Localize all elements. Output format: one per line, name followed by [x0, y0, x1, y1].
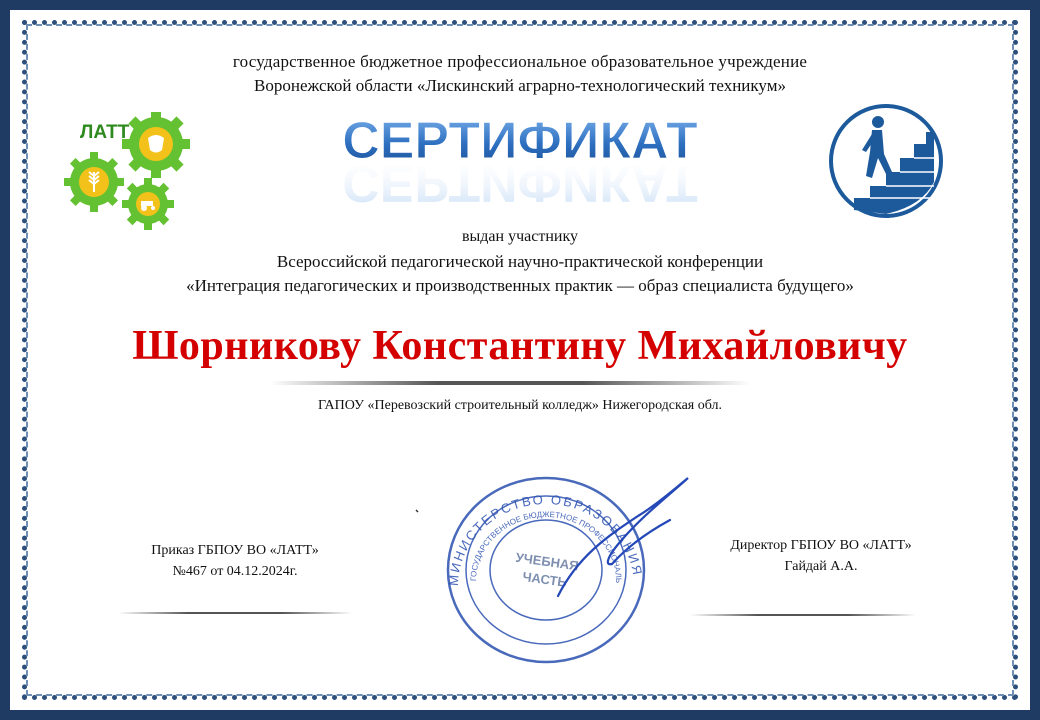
order-line-2: №467 от 04.12.2024г.: [172, 564, 298, 579]
signature: [558, 478, 688, 596]
logo-text: ЛАТТ: [80, 122, 130, 143]
conference-line-1: Всероссийской педагогической научно-практической конференции: [276, 252, 764, 271]
stairs-logo: [826, 102, 946, 225]
order-block: [110, 540, 360, 582]
person-climbing-stairs-icon: [826, 102, 946, 220]
order-underline: [118, 612, 352, 614]
director-block: [686, 535, 956, 577]
title-text: СЕРТИФИКАТ: [342, 112, 698, 170]
institution-line-2: Воронежской области «Лискинский аграрно-технологический техникум»: [254, 76, 786, 95]
official-stamp: [408, 446, 698, 671]
issued-to-label: выдан участнику: [461, 228, 579, 245]
order-line-1: Приказ ГБПОУ ВО «ЛАТТ»: [151, 543, 319, 558]
stamp-inner-text: ГОСУДАРСТВЕННОЕ БЮДЖЕТНОЕ ПРОФЕССИОНАЛЬ: [468, 509, 624, 584]
director-underline: [690, 614, 916, 616]
director-title: Директор ГБПОУ ВО «ЛАТТ»: [730, 538, 912, 553]
recipient-name: Шорникову Константину Михайловичу: [132, 323, 908, 369]
title-reflection: СЕРТИФИКАТ: [342, 154, 698, 208]
certificate-title: [300, 108, 740, 213]
stamp-outer-text: МИНИСТЕРСТВО ОБРАЗОВАНИЯ: [445, 491, 646, 587]
gears-logo-icon: [64, 112, 194, 232]
name-underline: [270, 381, 750, 385]
conference-line-2: «Интеграция педагогических и производственных практик — образ специалиста будущего»: [186, 276, 854, 295]
director-name: Гайдай А.А.: [784, 559, 858, 574]
institution-line-1: государственное бюджетное профессиональное образовательное учреждение: [232, 52, 808, 71]
stamp-center-line-2: ЧАСТЬ: [521, 568, 568, 590]
latt-logo: [64, 112, 194, 237]
participant-organization: ГАПОУ «Перевозский строительный колледж» Нижегородская обл.: [317, 398, 723, 413]
stamp-center-line-1: УЧЕБНАЯ: [514, 549, 580, 574]
